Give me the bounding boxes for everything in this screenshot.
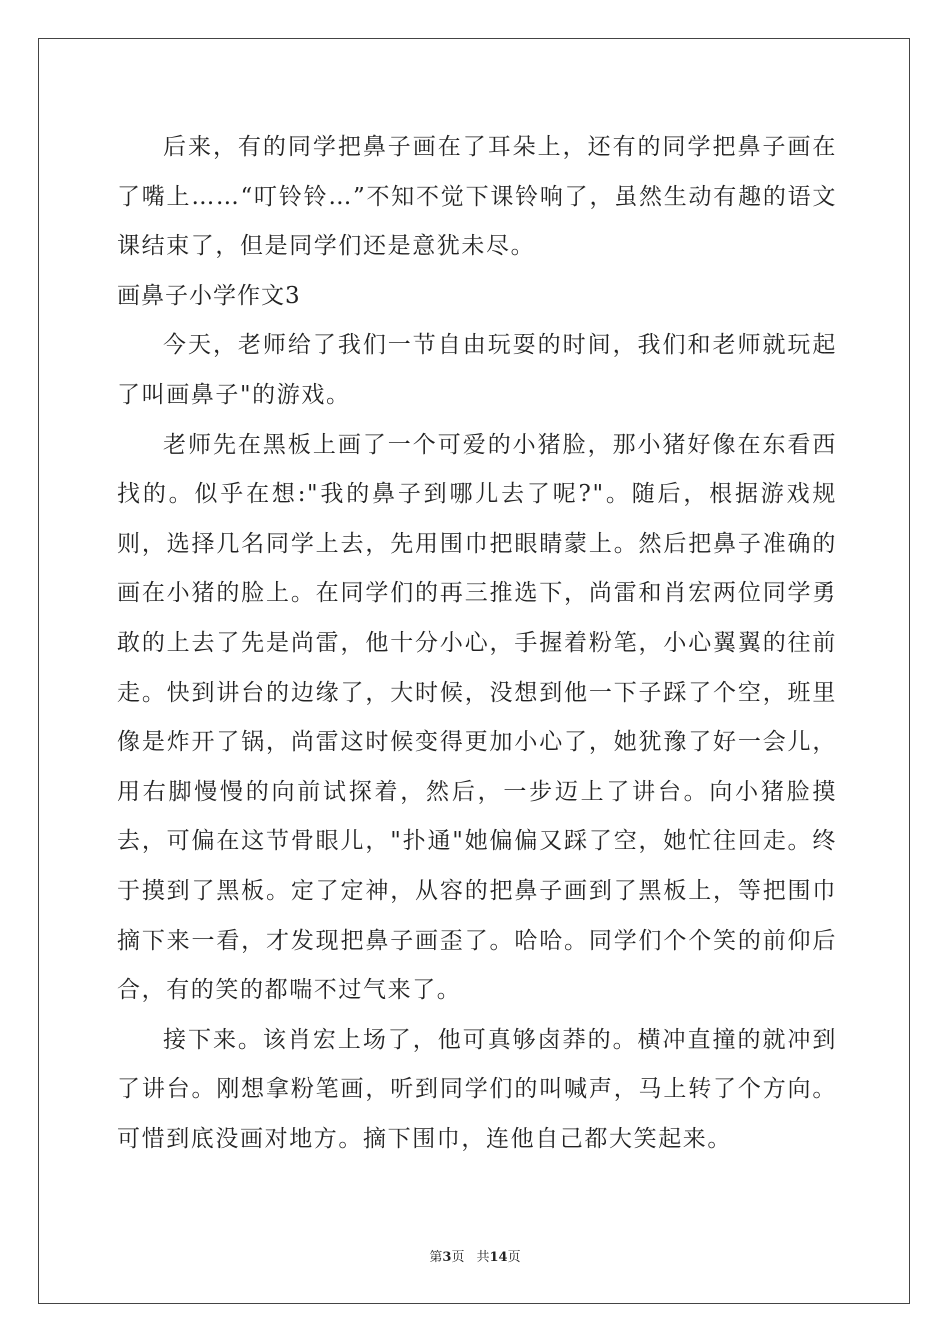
page-number: 3 — [442, 1250, 452, 1265]
paragraph: 后来，有的同学把鼻子画在了耳朵上，还有的同学把鼻子画在了嘴上……“叮铃铃…”不知不觉下课铃响了，虽然生动有趣的语文课结束了，但是同学们还是意犹未尽。 — [117, 134, 837, 260]
section-heading: 画鼻子小学作文3 — [117, 282, 301, 309]
paragraph: 接下来。该肖宏上场了，他可真够卤莽的。横冲直撞的就冲到了讲台。刚想拿粉笔画，听到同学们的叫喊声，马上转了个方向。可惜到底没画对地方。摘下围巾，连他自己都大笑起来。 — [117, 1026, 837, 1152]
page-prefix: 第 — [429, 1250, 443, 1265]
document-body — [117, 123, 837, 1164]
total-prefix: 共 — [476, 1250, 490, 1265]
paragraph: 老师先在黑板上画了一个可爱的小猪脸，那小猪好像在东看西找的。似乎在想:"我的鼻子到哪儿去了呢?"。随后，根据游戏规则，选择几名同学上去，先用围巾把眼睛蒙上。然后把鼻子准确的画在小猪的脸上。在同学们的再三推选下，尚雷和肖宏两位同学勇敢的上去了先是尚雷，他十分小心，手握着粉笔，小心翼翼的往前走。快到讲台的边缘了，大时候，没想到他一下子踩了个空，班里像是炸开了锅，尚雷这时候变得更加小心了，她犹豫了好一会儿，用右脚慢慢的向前试探着，然后，一步迈上了讲台。向小猪脸摸去，可偏在这节骨眼儿，"扑通"她偏偏又踩了空，她忙往回走。终于摸到了黑板。定了定神，从容的把鼻子画到了黑板上，等把围巾摘下来一看，才发现把鼻子画歪了。哈哈。同学们个个笑的前仰后合，有的笑的都喘不过气来了。 — [117, 431, 837, 1004]
page-suffix: 页 — [451, 1250, 465, 1265]
page-footer — [0, 1246, 950, 1265]
total-suffix: 页 — [507, 1250, 521, 1265]
paragraph: 今天，老师给了我们一节自由玩耍的时间，我们和老师就玩起了叫画鼻子"的游戏。 — [117, 332, 837, 408]
total-pages: 14 — [489, 1250, 508, 1265]
